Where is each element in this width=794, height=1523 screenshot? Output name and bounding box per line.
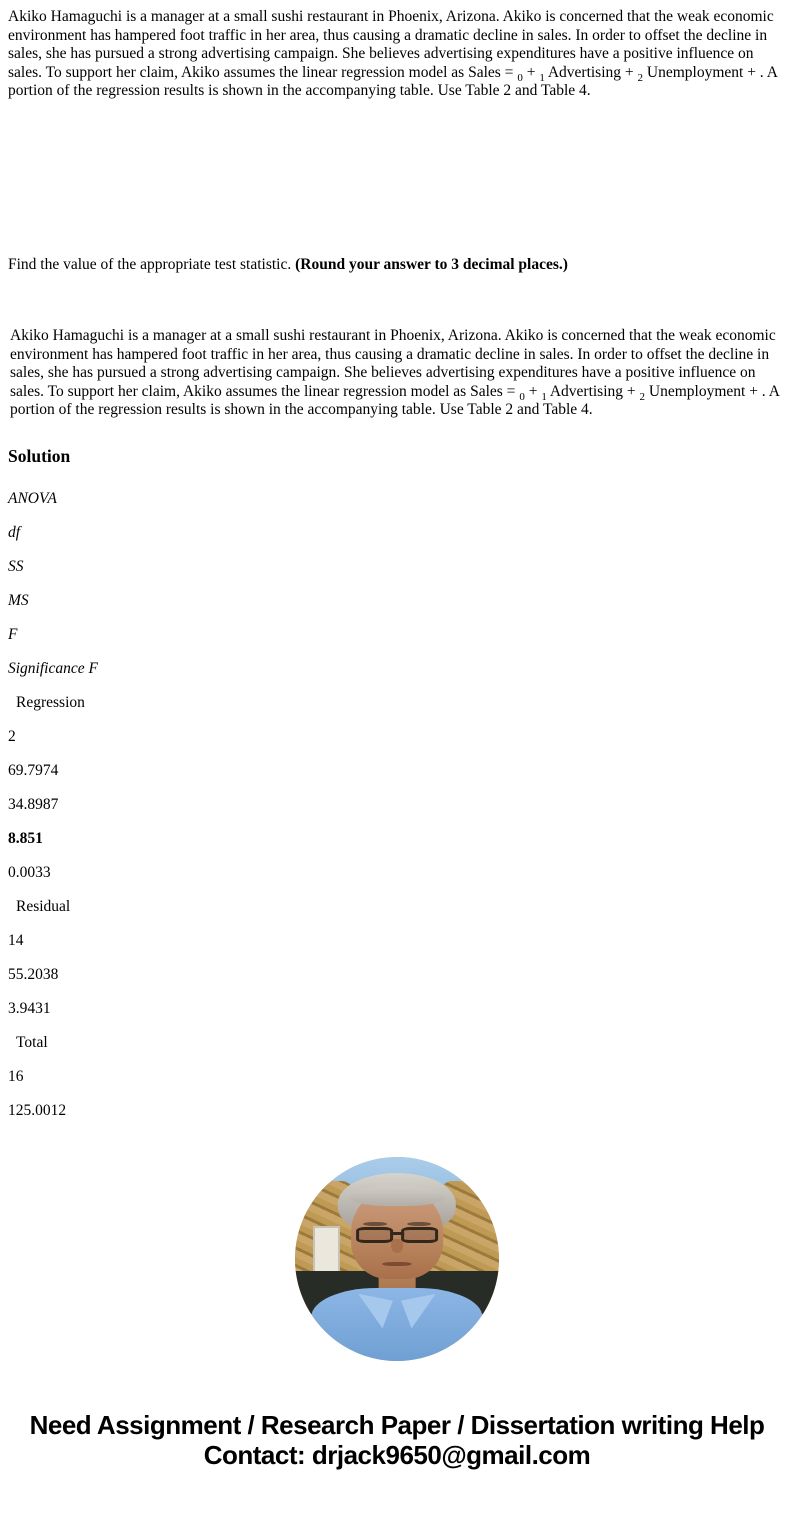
footer-contact-email: Contact: drjack9650@gmail.com (203, 1440, 591, 1470)
footer-banner (8, 1410, 786, 1470)
beta0-subscript: 0 (519, 390, 525, 403)
blank-region (8, 101, 786, 256)
beta0-subscript: 0 (517, 71, 523, 84)
solution-heading: Solution (8, 445, 71, 466)
photo-mouth (382, 1262, 411, 1266)
photo-glasses-lens-left (356, 1227, 393, 1243)
anova-header-ss: SS (8, 557, 24, 575)
anova-residual-ss: 55.2038 (8, 965, 59, 983)
beta2-subscript: 2 (639, 390, 646, 403)
plus-operator-1: + (522, 63, 540, 81)
beta1-subscript: 1 (541, 390, 547, 403)
anova-residual-df: 14 (8, 931, 24, 949)
question-prompt: Find the value of the appropriate test statistic. (8, 255, 296, 273)
anova-regression-ss: 69.7974 (8, 761, 59, 779)
anova-regression-f-statistic: 8.851 (8, 829, 43, 847)
problem-text-before-model: Akiko Hamaguchi is a manager at a small sushi restaurant in Phoenix, Arizona. Akiko is concerned that the weak economic environment has hampered foot traffic in her area, thus causing a dramatic decline in sales. In order to offset the decline in sales, she has pursued a strong advertising campaign. She believes advertising expenditures have a positive influence on sales. To support her claim, Akiko assumes the linear regression model as Sales = (8, 8, 774, 81)
anova-regression-significance-f: 0.0033 (8, 863, 51, 881)
photo-glasses-lens-right (401, 1227, 438, 1243)
anova-regression-df: 2 (8, 727, 16, 745)
photo-face (351, 1188, 443, 1280)
anova-residual-label: Residual (16, 897, 71, 915)
footer-help-text: Need Assignment / Research Paper / Dissertation writing Help (29, 1410, 765, 1440)
anova-table-title: ANOVA (8, 489, 57, 507)
anova-regression-label: Regression (16, 693, 85, 711)
anova-header-ms: MS (8, 591, 29, 609)
blank-region (8, 274, 786, 327)
photo-eyebrow-right (407, 1222, 431, 1227)
beta2-subscript: 2 (637, 71, 644, 84)
problem-statement-repeat (8, 327, 786, 420)
anova-total-df: 16 (8, 1067, 24, 1085)
advertising-term: Advertising + (546, 382, 640, 400)
anova-header-significance-f: Significance F (8, 659, 98, 677)
problem-statement-first (8, 8, 786, 101)
anova-header-f: F (8, 625, 18, 643)
question-line (8, 256, 786, 275)
photo-shirt (311, 1288, 482, 1361)
photo-eyebrow-left (363, 1222, 387, 1227)
advertising-term: Advertising + (544, 63, 638, 81)
rounding-instruction: (Round your answer to 3 decimal places.) (295, 255, 568, 273)
problem-text-after-model: Unemployment + . A portion of the regression results is shown in the accompanying table. Use Table 2 and Table 4. (8, 63, 778, 99)
anova-regression-ms: 34.8987 (8, 795, 59, 813)
anova-residual-ms: 3.9431 (8, 999, 51, 1017)
plus-operator-1: + (524, 382, 542, 400)
beta1-subscript: 1 (539, 71, 545, 84)
anova-total-ss: 125.0012 (8, 1101, 67, 1119)
anova-header-df: df (8, 523, 21, 541)
tutor-photo (295, 1157, 499, 1361)
photo-hair-fringe (350, 1186, 444, 1206)
problem-text-before-model: Akiko Hamaguchi is a manager at a small sushi restaurant in Phoenix, Arizona. Akiko is concerned that the weak economic environment has hampered foot traffic in her area, thus causing a dramatic decline in sales. In order to offset the decline in sales, she has pursued a strong advertising campaign. She believes advertising expenditures have a positive influence on sales. To support her claim, Akiko assumes the linear regression model as Sales = (10, 327, 776, 400)
anova-total-label: Total (16, 1033, 48, 1051)
photo-nose (391, 1239, 403, 1253)
problem-text-after-model: Unemployment + . A portion of the regression results is shown in the accompanying table. Use Table 2 and Table 4. (10, 382, 780, 418)
